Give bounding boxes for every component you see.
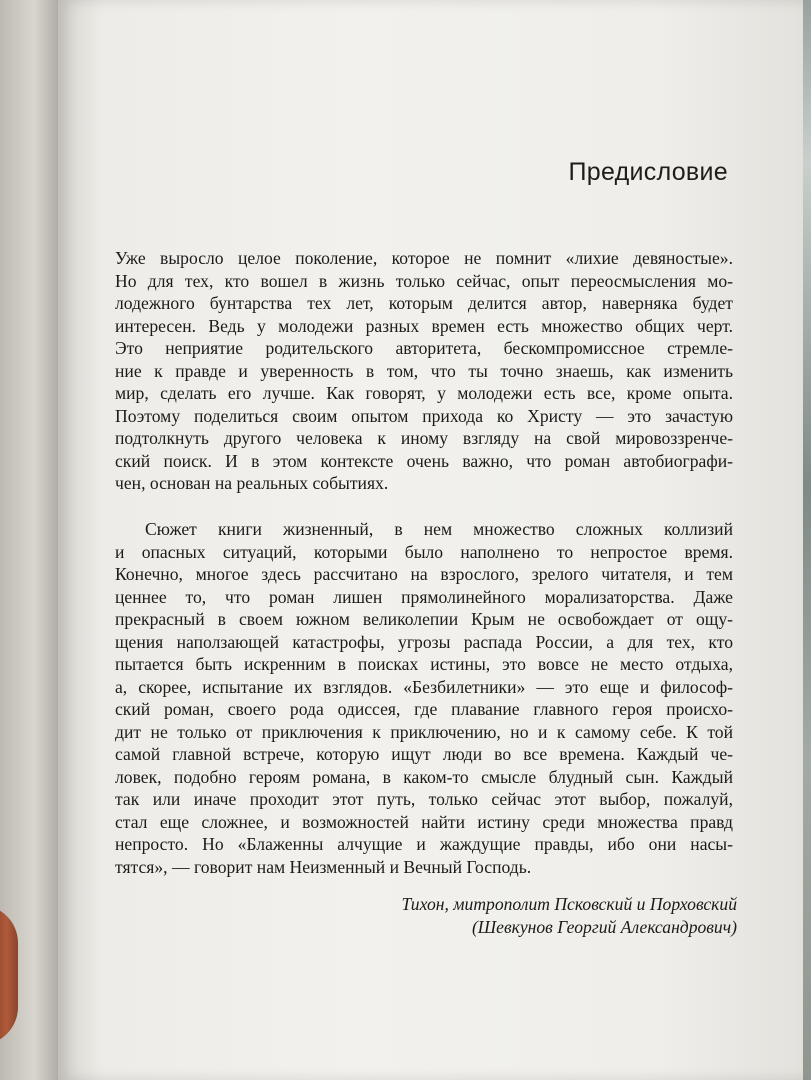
text-line: мир, сделать его лучше. Как говорят, у молодежи есть все, кроме опыта.	[115, 383, 733, 403]
text-line: лодежного бунтарства тех лет, которым делится автор, наверняка будет	[115, 293, 733, 313]
text-line: Уже выросло целое поколение, которое не помнит «лихие девяностые».	[115, 248, 733, 268]
text-line: Но для тех, кто вошел в жизнь только сейчас, опыт переосмысления мо-	[115, 270, 733, 291]
text-line: ский роман, своего рода одиссея, где плавание главного героя происхо-	[115, 699, 733, 719]
text-line: пытается быть искренним в поисках истины, это вовсе не место отдыха,	[115, 654, 733, 674]
text-line: Поэтому поделиться своим опытом прихода ко Христу — это зачастую	[115, 405, 733, 426]
text-line: чен, основан на реальных событиях.	[115, 473, 389, 493]
text-line: и опасных ситуаций, которыми было наполнено то непростое время.	[115, 541, 733, 562]
text-line: ценнее то, что роман лишен прямолинейного морализаторства. Даже	[115, 586, 733, 607]
text-line: Конечно, многое здесь рассчитано на взрослого, зрелого читателя, и тем	[115, 564, 733, 584]
page-title: Предисловие	[568, 158, 728, 186]
signature-author: Тихон, митрополит Псковский и Порховский	[401, 894, 737, 914]
text-line: Сюжет книги жизненный, в нем множество сложных коллизий	[145, 519, 733, 539]
text-line: ский поиск. И в этом контексте очень важно, что роман автобиографи-	[115, 450, 733, 471]
text-line: прекрасный в своем южном великолепии Крым не освобождает от ощу-	[115, 609, 733, 629]
text-line: тятся», — говорит нам Неизменный и Вечный Господь.	[115, 856, 532, 877]
text-line: непросто. Но «Блаженны алчущие и жаждущие правды, ибо они насы-	[115, 834, 733, 854]
text-line: дит не только от приключения к приключению, но и к самому себе. К той	[115, 721, 733, 742]
paragraph-1	[115, 247, 733, 495]
text-line: самой главной встрече, которую ищут люди во все времена. Каждый че-	[115, 744, 733, 764]
text-line: Это неприятие родительского авторитета, бескомпромиссное стремле-	[115, 338, 733, 358]
book-page	[58, 0, 803, 1080]
text-line: ловек, подобно героям романа, в каком-то смысле блудный сын. Каждый	[115, 766, 733, 787]
text-line: стал еще сложнее, и возможностей найти истину среди множества правд	[115, 811, 733, 832]
paragraph-2	[115, 518, 733, 878]
text-line: подтолкнуть другого человека к иному взгляду на свой мировоззренче-	[115, 428, 733, 448]
text-line: интересен. Ведь у молодежи разных времен есть множество общих черт.	[115, 315, 733, 336]
text-line: так или иначе проходит этот путь, только сейчас этот выбор, пожалуй,	[115, 789, 733, 809]
text-line: щения наползающей катастрофы, угрозы распада России, а для тех, кто	[115, 631, 733, 652]
text-line: а, скорее, испытание их взглядов. «Безбилетники» — это еще и философ-	[115, 676, 733, 697]
signature	[401, 893, 737, 939]
text-line: ние к правде и уверенность в том, что ты точно знаешь, как изменить	[115, 360, 733, 381]
signature-name: (Шевкунов Георгий Александрович)	[471, 917, 737, 937]
